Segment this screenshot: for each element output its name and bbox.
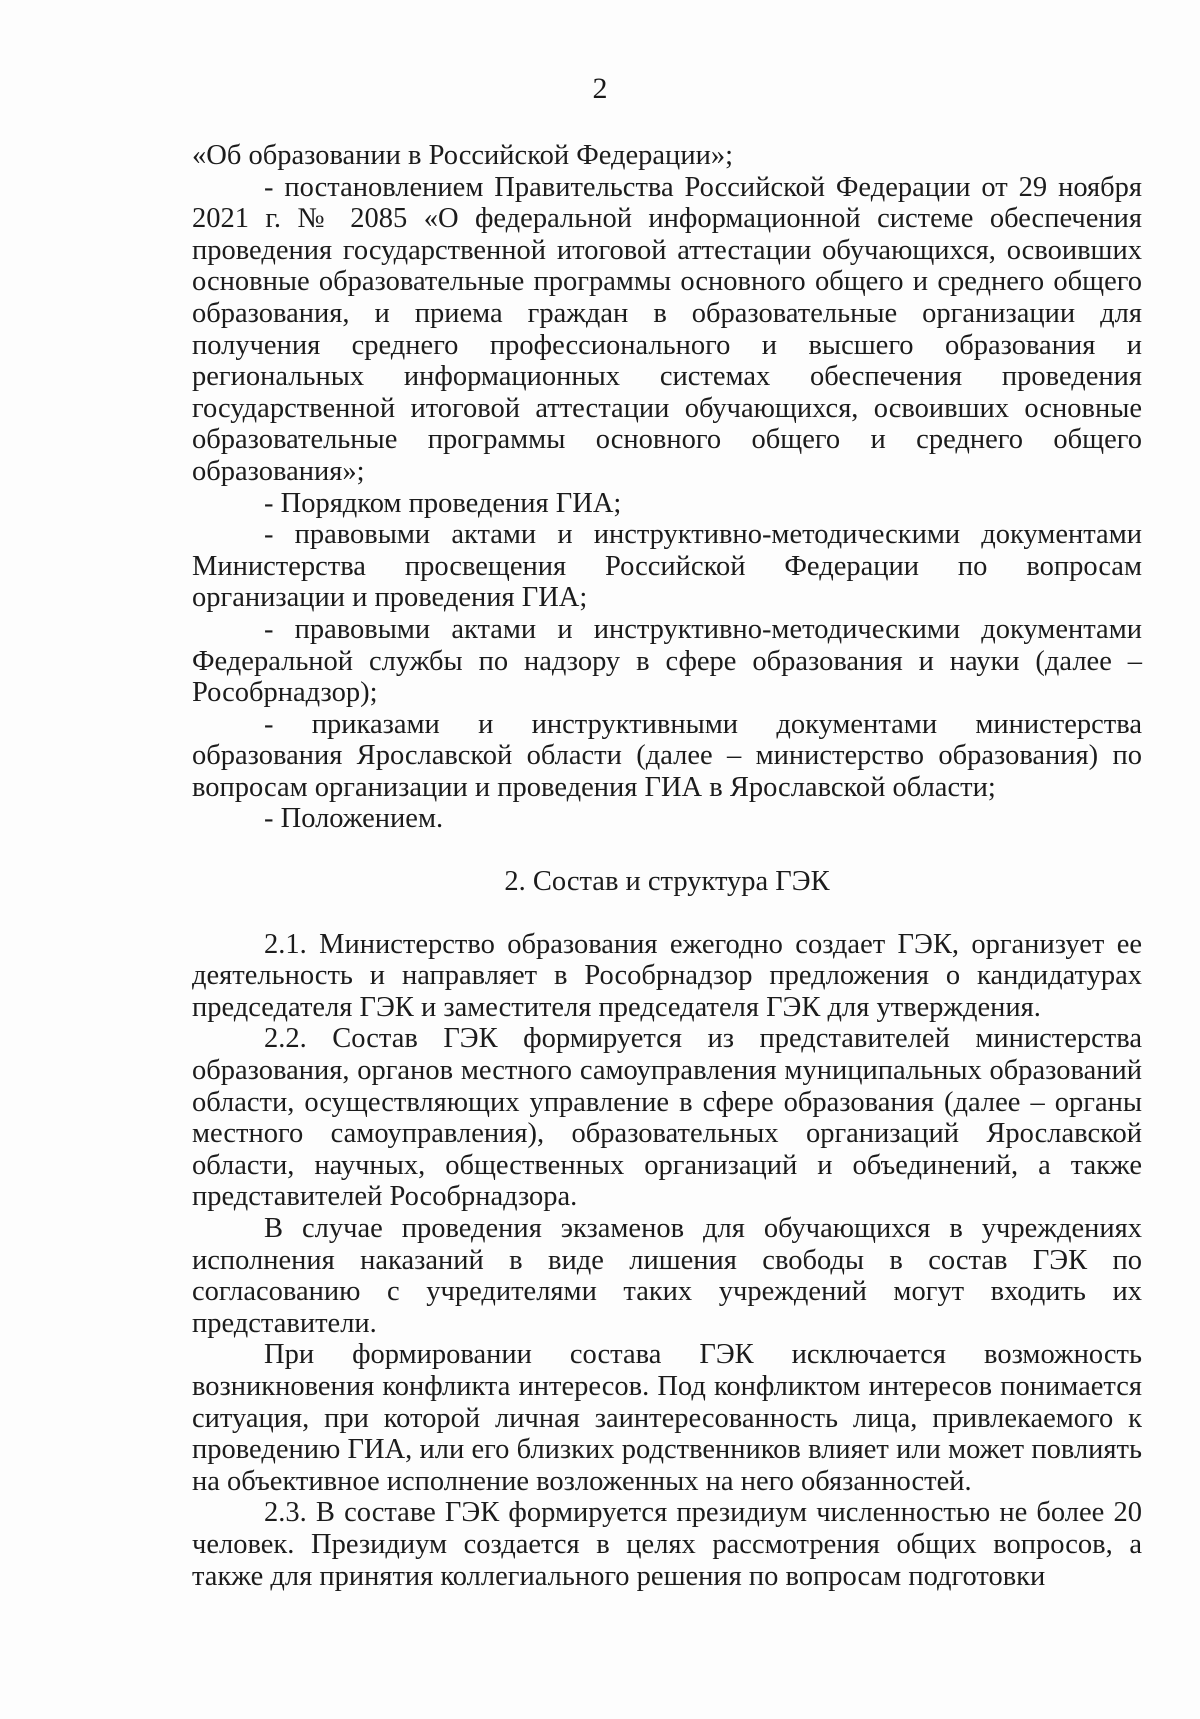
section-heading: 2. Состав и структура ГЭК (504, 866, 830, 898)
list-item-regulation: - Положением. (264, 803, 444, 835)
page-number: 2 (592, 72, 608, 105)
list-item-government-decree: - постановлением Правительства Российской Федерации от 29 ноября 2021 г. № 2085 «О федеральной информационной системе обеспечения проведения государственной итоговой аттестации обучающихся, освоивших основные образовательные программы основного общего и среднего общего образования, и приема граждан в образовательные организации для получения среднего профессионального и высшего образования и региональных информационных системах обеспечения проведения государственной итоговой аттестации обучающихся, освоивших основные образовательные программы основного общего и среднего общего образования»; (192, 171, 1142, 487)
list-item-regional-orders: - приказами и инструктивными документами министерства образования Ярославской области (далее – министерство образования) по вопросам организации и проведения ГИА в Ярославской области; (192, 708, 1142, 803)
paragraph-conflict-of-interest: При формировании состава ГЭК исключается возможность возникновения конфликта интересов. Под конфликтом интересов понимается ситуация, при которой личная заинтересованность лица, привлекаемого к проведению ГИА, или его близких родственников влияет или может повлиять на объективное исполнение возложенных на него обязанностей. (192, 1339, 1142, 1497)
paragraph-2-1: 2.1. Министерство образования ежегодно создает ГЭК, организует ее деятельность и направляет в Рособрнадзор предложения о кандидатурах председателя ГЭК и заместителя председателя ГЭК для утверждения. (192, 928, 1142, 1023)
list-item-gia-procedure: - Порядком проведения ГИА; (264, 487, 622, 519)
paragraph-penal-institutions: В случае проведения экзаменов для обучающихся в учреждениях исполнения наказаний в виде лишения свободы в состав ГЭК по согласованию с учредителями таких учреждений могут входить их представители. (192, 1213, 1142, 1339)
document-body (192, 140, 1142, 1592)
paragraph-continuation: «Об образовании в Российской Федерации»; (192, 140, 733, 171)
paragraph-2-3: 2.3. В составе ГЭК формируется президиум численностью не более 20 человек. Президиум создается в целях рассмотрения общих вопросов, а также для принятия коллегиального решения по вопросам подготовки (192, 1497, 1142, 1592)
list-item-rosobrnadzor-acts: - правовыми актами и инструктивно-методическими документами Федеральной службы по надзору в сфере образования и науки (далее – Рособрнадзор); (192, 613, 1142, 709)
list-item-ministry-acts: - правовыми актами и инструктивно-методическими документами Министерства просвещения Российской Федерации по вопросам организации и проведения ГИА; (192, 519, 1142, 614)
paragraph-2-2: 2.2. Состав ГЭК формируется из представителей министерства образования, органов местного самоуправления муниципальных образований области, осуществляющих управление в сфере образования (далее – органы местного самоуправления), образовательных организаций Ярославской области, научных, общественных организаций и объединений, а также представителей Рособрнадзора. (192, 1023, 1142, 1213)
